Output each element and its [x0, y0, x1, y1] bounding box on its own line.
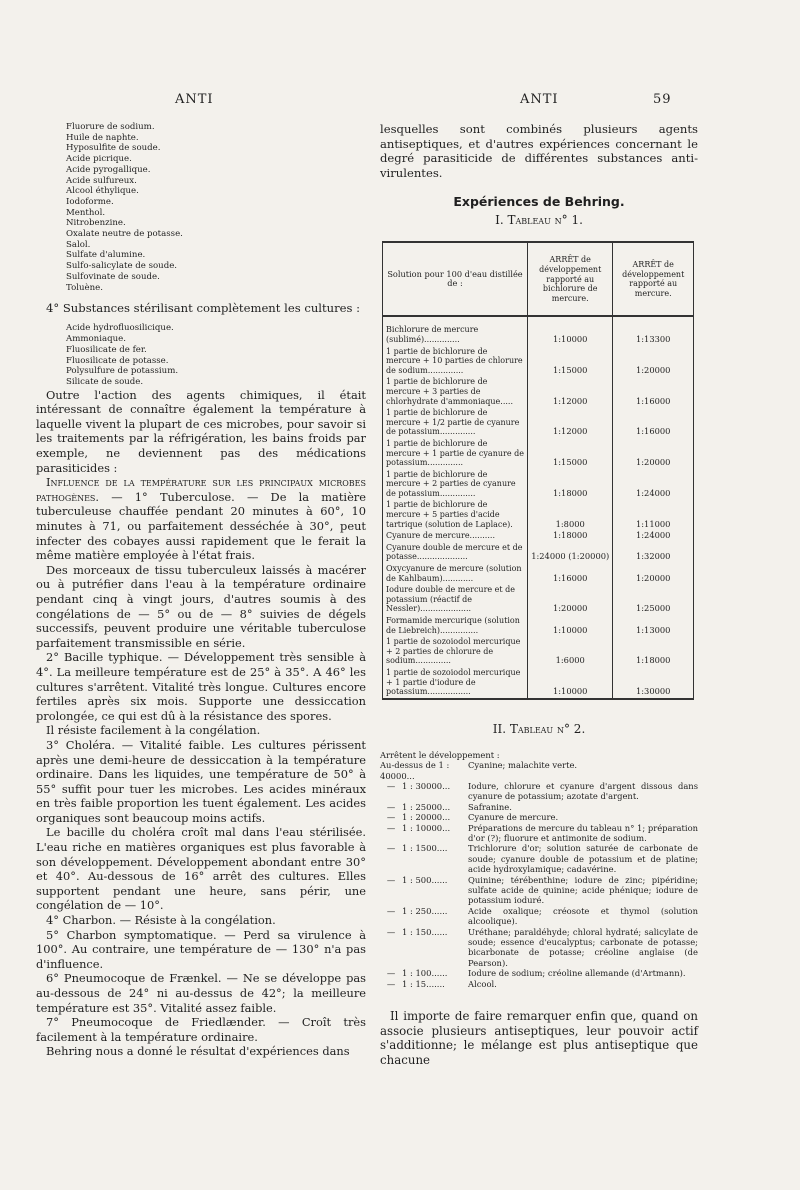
table-cell-mercure: 1:13000	[613, 615, 694, 636]
table-cell-mercure: 1:32000	[613, 542, 694, 563]
table-2-substances: Cyanure de mercure.	[468, 812, 559, 823]
table-cell-mercure: 1:16000	[613, 407, 694, 438]
table-row	[383, 667, 694, 699]
table-row	[383, 376, 694, 407]
paragraph: Il résiste facilement à la congélation.	[46, 723, 261, 738]
table-row	[383, 542, 694, 563]
table-row	[383, 438, 694, 469]
list-item: Hyposulfite de soude.	[66, 143, 161, 154]
list-item: Salol.	[66, 239, 91, 250]
paragraph: Behring nous a donné le résultat d'expériences dans	[46, 1044, 350, 1059]
table-2-dash: —	[386, 905, 396, 916]
table-2-substances: Iodure de sodium; créoline allemande (d'Artmann).	[468, 968, 686, 979]
table-row	[383, 499, 694, 530]
section-4-heading: 4° Substances stérilisant complètement les cultures :	[46, 301, 361, 316]
table-2-threshold: 1 : 150......	[402, 926, 448, 937]
table-2-dash: —	[386, 874, 396, 885]
table-cell-mercure: 1:20000	[613, 346, 694, 377]
table-row	[383, 636, 694, 667]
table-cell-substance: 1 partie de bichlorure de mercure + 1/2 partie de cyanure de potassium..............	[383, 407, 528, 438]
table-2-row	[380, 812, 698, 822]
table-cell-substance: 1 partie de sozoiodol mercurique + 1 partie d'iodure de potassium.................	[383, 667, 528, 699]
table-2-threshold: 1 : 25000...	[402, 801, 451, 812]
table-row	[383, 563, 694, 584]
list-item: Silicate de soude.	[66, 376, 144, 387]
list-item: Fluosilicate de potasse.	[66, 355, 169, 366]
list-item: Nitrobenzine.	[66, 218, 126, 229]
list-item: Ammoniaque.	[66, 334, 126, 345]
table-2-row	[380, 927, 698, 969]
list-item: Fluorure de sodium.	[66, 122, 155, 132]
table-2-substances: Safranine.	[468, 801, 512, 812]
table-cell-substance: Iodure double de mercure et de potassium (réactif de Nessler)....................	[383, 584, 528, 615]
table-2-substances: Préparations de mercure du tableau n° 1; préparation d'or (?); fluorure et antimonite de sodium.	[468, 822, 699, 843]
table-cell-bichlorure: 1:10000	[528, 615, 613, 636]
table-1	[382, 241, 694, 699]
table-row	[383, 469, 694, 500]
list-item: Alcool éthylique.	[66, 186, 139, 197]
table-2-row	[380, 875, 698, 906]
list-item: Sulfate d'alumine.	[66, 250, 146, 261]
list-item: Menthol.	[66, 207, 106, 218]
paragraph-temperature	[36, 475, 366, 563]
table-cell-bichlorure: 1:24000 (1:20000)	[528, 542, 613, 563]
table-cell-mercure: 1:24000	[613, 469, 694, 500]
table-2-substances: Quinine; térébenthine; iodure de zinc; pipéridine; sulfate acide de quinine; acide phénique; iodure de potassium ioduré.	[468, 874, 698, 906]
table-cell-bichlorure: 1:16000	[528, 563, 613, 584]
table-2-threshold: 1 : 1500....	[402, 843, 448, 854]
table-2-dash: —	[386, 812, 396, 823]
paragraph: 7° Pneumocoque de Friedlænder. — Croît très facilement à la température ordinaire.	[36, 1015, 366, 1044]
table-cell-substance: Cyanure de mercure..........	[383, 530, 528, 542]
experiments-title: Expériences de Behring.	[453, 194, 625, 210]
table-2-substances: Uréthane; paraldéhyde; chloral hydraté; salicylate de soude; essence d'eucalyptus; carbonate de potasse; bicarbonate de potasse; créoline anglaise (de Pearson).	[468, 926, 698, 968]
paragraph: lesquelles sont combinés plusieurs agents antiseptiques, et d'autres expériences concernant le degré parasiticide de différentes substances anti-virulentes.	[380, 122, 698, 180]
right-column	[380, 122, 698, 1067]
table-2-threshold: 1 : 20000...	[402, 812, 451, 823]
paragraph: 6° Pneumocoque de Frænkel. — Ne se développe pas au-dessous de 24° ni au-dessus de 42°; la meilleure température est 35°. Vitalité assez faible.	[36, 971, 366, 1015]
substance-list-1	[36, 122, 366, 293]
table-cell-bichlorure: 1:10000	[528, 667, 613, 699]
table-cell-mercure: 1:11000	[613, 499, 694, 530]
table-2-row	[380, 802, 698, 812]
table-cell-substance: Bichlorure de mercure (sublimé)..............	[383, 316, 528, 345]
table-2-substances: Trichlorure d'or; solution saturée de carbonate de soude; cyanure double de potassium et de platine; acide hydroxylamique; cadavérine.	[468, 843, 698, 875]
paragraph: Outre l'action des agents chimiques, il était intéressant de connaître également la température à laquelle vivent la plupart de ces microbes, pour savoir si les traitements par la réfrigération, les bains froids par exemple, ne deviennent pas des médications parasiticides :	[36, 387, 366, 475]
table-1-title: I. Tableau n° 1.	[495, 213, 583, 228]
table-2-row	[380, 968, 698, 978]
table-cell-bichlorure: 1:20000	[528, 584, 613, 615]
table-cell-mercure: 1:24000	[613, 530, 694, 542]
list-item: Toluène.	[66, 282, 103, 293]
table-2-threshold: 1 : 100......	[402, 968, 448, 979]
table-cell-bichlorure: 1:15000	[528, 346, 613, 377]
section-heading: Influence de la température sur les principaux microbes pathogènes.	[36, 475, 366, 504]
table-1-header-bichlorure: ARRÊT de développement rapporté au bichlorure de mercure.	[528, 242, 613, 316]
table-2-row	[380, 979, 698, 989]
list-item: Fluosilicate de fer.	[66, 344, 147, 355]
table-2-row	[380, 843, 698, 874]
table-cell-substance: Oxycyanure de mercure (solution de Kahlbaum)............	[383, 563, 528, 584]
table-2-row	[380, 823, 698, 844]
table-cell-substance: 1 partie de bichlorure de mercure + 2 parties de cyanure de potassium..............	[383, 469, 528, 500]
table-2	[380, 760, 698, 989]
table-cell-substance: 1 partie de bichlorure de mercure + 10 parties de chlorure de sodium..............	[383, 346, 528, 377]
table-cell-bichlorure: 1:18000	[528, 530, 613, 542]
table-2-dash: —	[386, 978, 396, 989]
table-cell-mercure: 1:16000	[613, 376, 694, 407]
list-item: Acide pyrogallique.	[66, 164, 151, 175]
paragraph: Des morceaux de tissu tuberculeux laissés à macérer ou à putréfier dans l'eau à la température ordinaire pendant cinq à vingt jours, d'autres soumis à des congélations de — 5° ou de — 8° suivies de dégels successifs, peuvent produire une véritable tuberculose parfaitement transmissible en série.	[36, 562, 366, 650]
list-item: Iodoforme.	[66, 196, 114, 207]
table-cell-substance: 1 partie de sozoiodol mercurique + 2 parties de chlorure de sodium..............	[383, 636, 528, 667]
table-cell-bichlorure: 1:12000	[528, 376, 613, 407]
substance-list-2	[36, 323, 366, 387]
table-2-row	[380, 906, 698, 927]
table-row	[383, 316, 694, 345]
running-header-right: ANTI	[520, 92, 559, 107]
table-2-threshold: Au-dessus de 1 : 40000...	[380, 760, 450, 781]
table-cell-mercure: 1:20000	[613, 438, 694, 469]
table-cell-substance: Formamide mercurique (solution de Liebreich)...............	[383, 615, 528, 636]
table-2-dash: —	[386, 822, 396, 833]
paragraph-text: — 1° Tuberculose. — De la matière tuberculeuse chauffée pendant 20 minutes à 60°, 10 minutes à 71, ou parfaitement desséchée à 30°, peut infecter des cobayes aussi rapidement que le ferait la même matière employée à l'état frais.	[36, 489, 366, 563]
table-1-header-solution: Solution pour 100 d'eau distillée de :	[383, 242, 528, 316]
table-2-substances: Cyanine; malachite verte.	[468, 760, 578, 771]
list-item: Polysulfure de potassium.	[66, 366, 179, 377]
table-cell-substance: 1 partie de bichlorure de mercure + 3 parties de chlorhydrate d'ammoniaque.....	[383, 376, 528, 407]
table-2-row	[380, 781, 698, 802]
table-cell-substance: 1 partie de bichlorure de mercure + 5 parties d'acide tartrique (solution de Laplace).	[383, 499, 528, 530]
table-2-substances: Iodure, chlorure et cyanure d'argent dissous dans cyanure de potassium; azotate d'argent.	[468, 780, 698, 802]
table-cell-bichlorure: 1:6000	[528, 636, 613, 667]
list-item: Acide picrique.	[66, 154, 132, 165]
table-2-threshold: 1 : 30000...	[402, 780, 451, 791]
table-2-dash: —	[386, 843, 396, 854]
list-item: Acide sulfureux.	[66, 175, 137, 186]
table-1-body	[383, 316, 694, 698]
table-2-threshold: 1 : 250......	[402, 905, 448, 916]
list-item: Oxalate neutre de potasse.	[66, 229, 183, 240]
table-2-threshold: 1 : 10000...	[402, 822, 451, 833]
table-row	[383, 346, 694, 377]
table-2-row	[380, 760, 698, 781]
paragraph: 5° Charbon symptomatique. — Perd sa virulence à 100°. Au contraire, une température de — 130° n'a pas d'influence.	[36, 927, 366, 971]
table-cell-mercure: 1:30000	[613, 667, 694, 699]
table-2-dash: —	[386, 780, 396, 791]
table-1-header-mercure: ARRÊT de développement rapporté au mercure.	[613, 242, 694, 316]
table-2-dash: —	[386, 968, 396, 979]
table-2-intro: Arrêtent le développement :	[380, 749, 500, 760]
paragraph: 4° Charbon. — Résiste à la congélation.	[46, 913, 276, 928]
table-2-threshold: 1 : 15.......	[402, 978, 445, 989]
table-2-threshold: 1 : 500......	[402, 874, 448, 885]
table-cell-substance: Cyanure double de mercure et de potasse....................	[383, 542, 528, 563]
running-header-left: ANTI	[175, 92, 214, 107]
table-cell-bichlorure: 1:10000	[528, 316, 613, 345]
page-number: 59	[653, 92, 672, 107]
table-cell-bichlorure: 1:15000	[528, 438, 613, 469]
table-2-substances: Acide oxalique; créosote et thymol (solution alcoolique).	[468, 905, 698, 927]
table-cell-bichlorure: 1:18000	[528, 469, 613, 500]
left-column	[36, 122, 366, 1059]
table-cell-bichlorure: 1:12000	[528, 407, 613, 438]
list-item: Sulfovinate de soude.	[66, 271, 160, 282]
table-2-title: II. Tableau n° 2.	[492, 721, 586, 736]
list-item: Huile de naphte.	[66, 132, 139, 143]
table-cell-substance: 1 partie de bichlorure de mercure + 1 partie de cyanure de potassium..............	[383, 438, 528, 469]
list-item: Acide hydrofluosilicique.	[66, 323, 174, 334]
table-2-dash: —	[386, 801, 396, 812]
paragraph: Le bacille du choléra croît mal dans l'eau stérilisée. L'eau riche en matières organiques est plus favorable à son développement. Développement abondant entre 30° et 40°. Au-dessous de 16° arrêt des cultures. Elles supportent pendant une heure, sans périr, une congélation de — 10°.	[36, 825, 366, 913]
table-cell-mercure: 1:18000	[613, 636, 694, 667]
paragraph: 3° Choléra. — Vitalité faible. Les cultures périssent après une demi-heure de dessiccation à la température ordinaire. Dans les liquides, une température de 50° à 55° suffit pour tuer les microbes. Les acides minéraux en très faible proportion les tuent également. Les acides organiques sont beaucoup moins actifs.	[36, 737, 366, 825]
table-cell-bichlorure: 1:8000	[528, 499, 613, 530]
table-row	[383, 584, 694, 615]
table-2-dash: —	[386, 926, 396, 937]
table-cell-mercure: 1:20000	[613, 563, 694, 584]
table-row	[383, 615, 694, 636]
table-2-substances: Alcool.	[468, 978, 497, 989]
table-row	[383, 530, 694, 542]
paragraph: Il importe de faire remarquer enfin que, quand on associe plusieurs antiseptiques, leur pouvoir actif s'additionne; le mélange est plus antiseptique que chacune	[380, 1009, 698, 1067]
paragraph: 2° Bacille typhique. — Développement très sensible à 4°. La meilleure température est de 25° à 35°. A 46° les cultures s'arrêtent. Vitalité très longue. Cultures encore fertiles après six mois. Supporte une dessiccation prolongée, ce qui est dû à la résistance des spores.	[36, 650, 366, 723]
table-cell-mercure: 1:13300	[613, 316, 694, 345]
list-item: Sulfo-salicylate de soude.	[66, 261, 178, 272]
table-row	[383, 407, 694, 438]
table-cell-mercure: 1:25000	[613, 584, 694, 615]
